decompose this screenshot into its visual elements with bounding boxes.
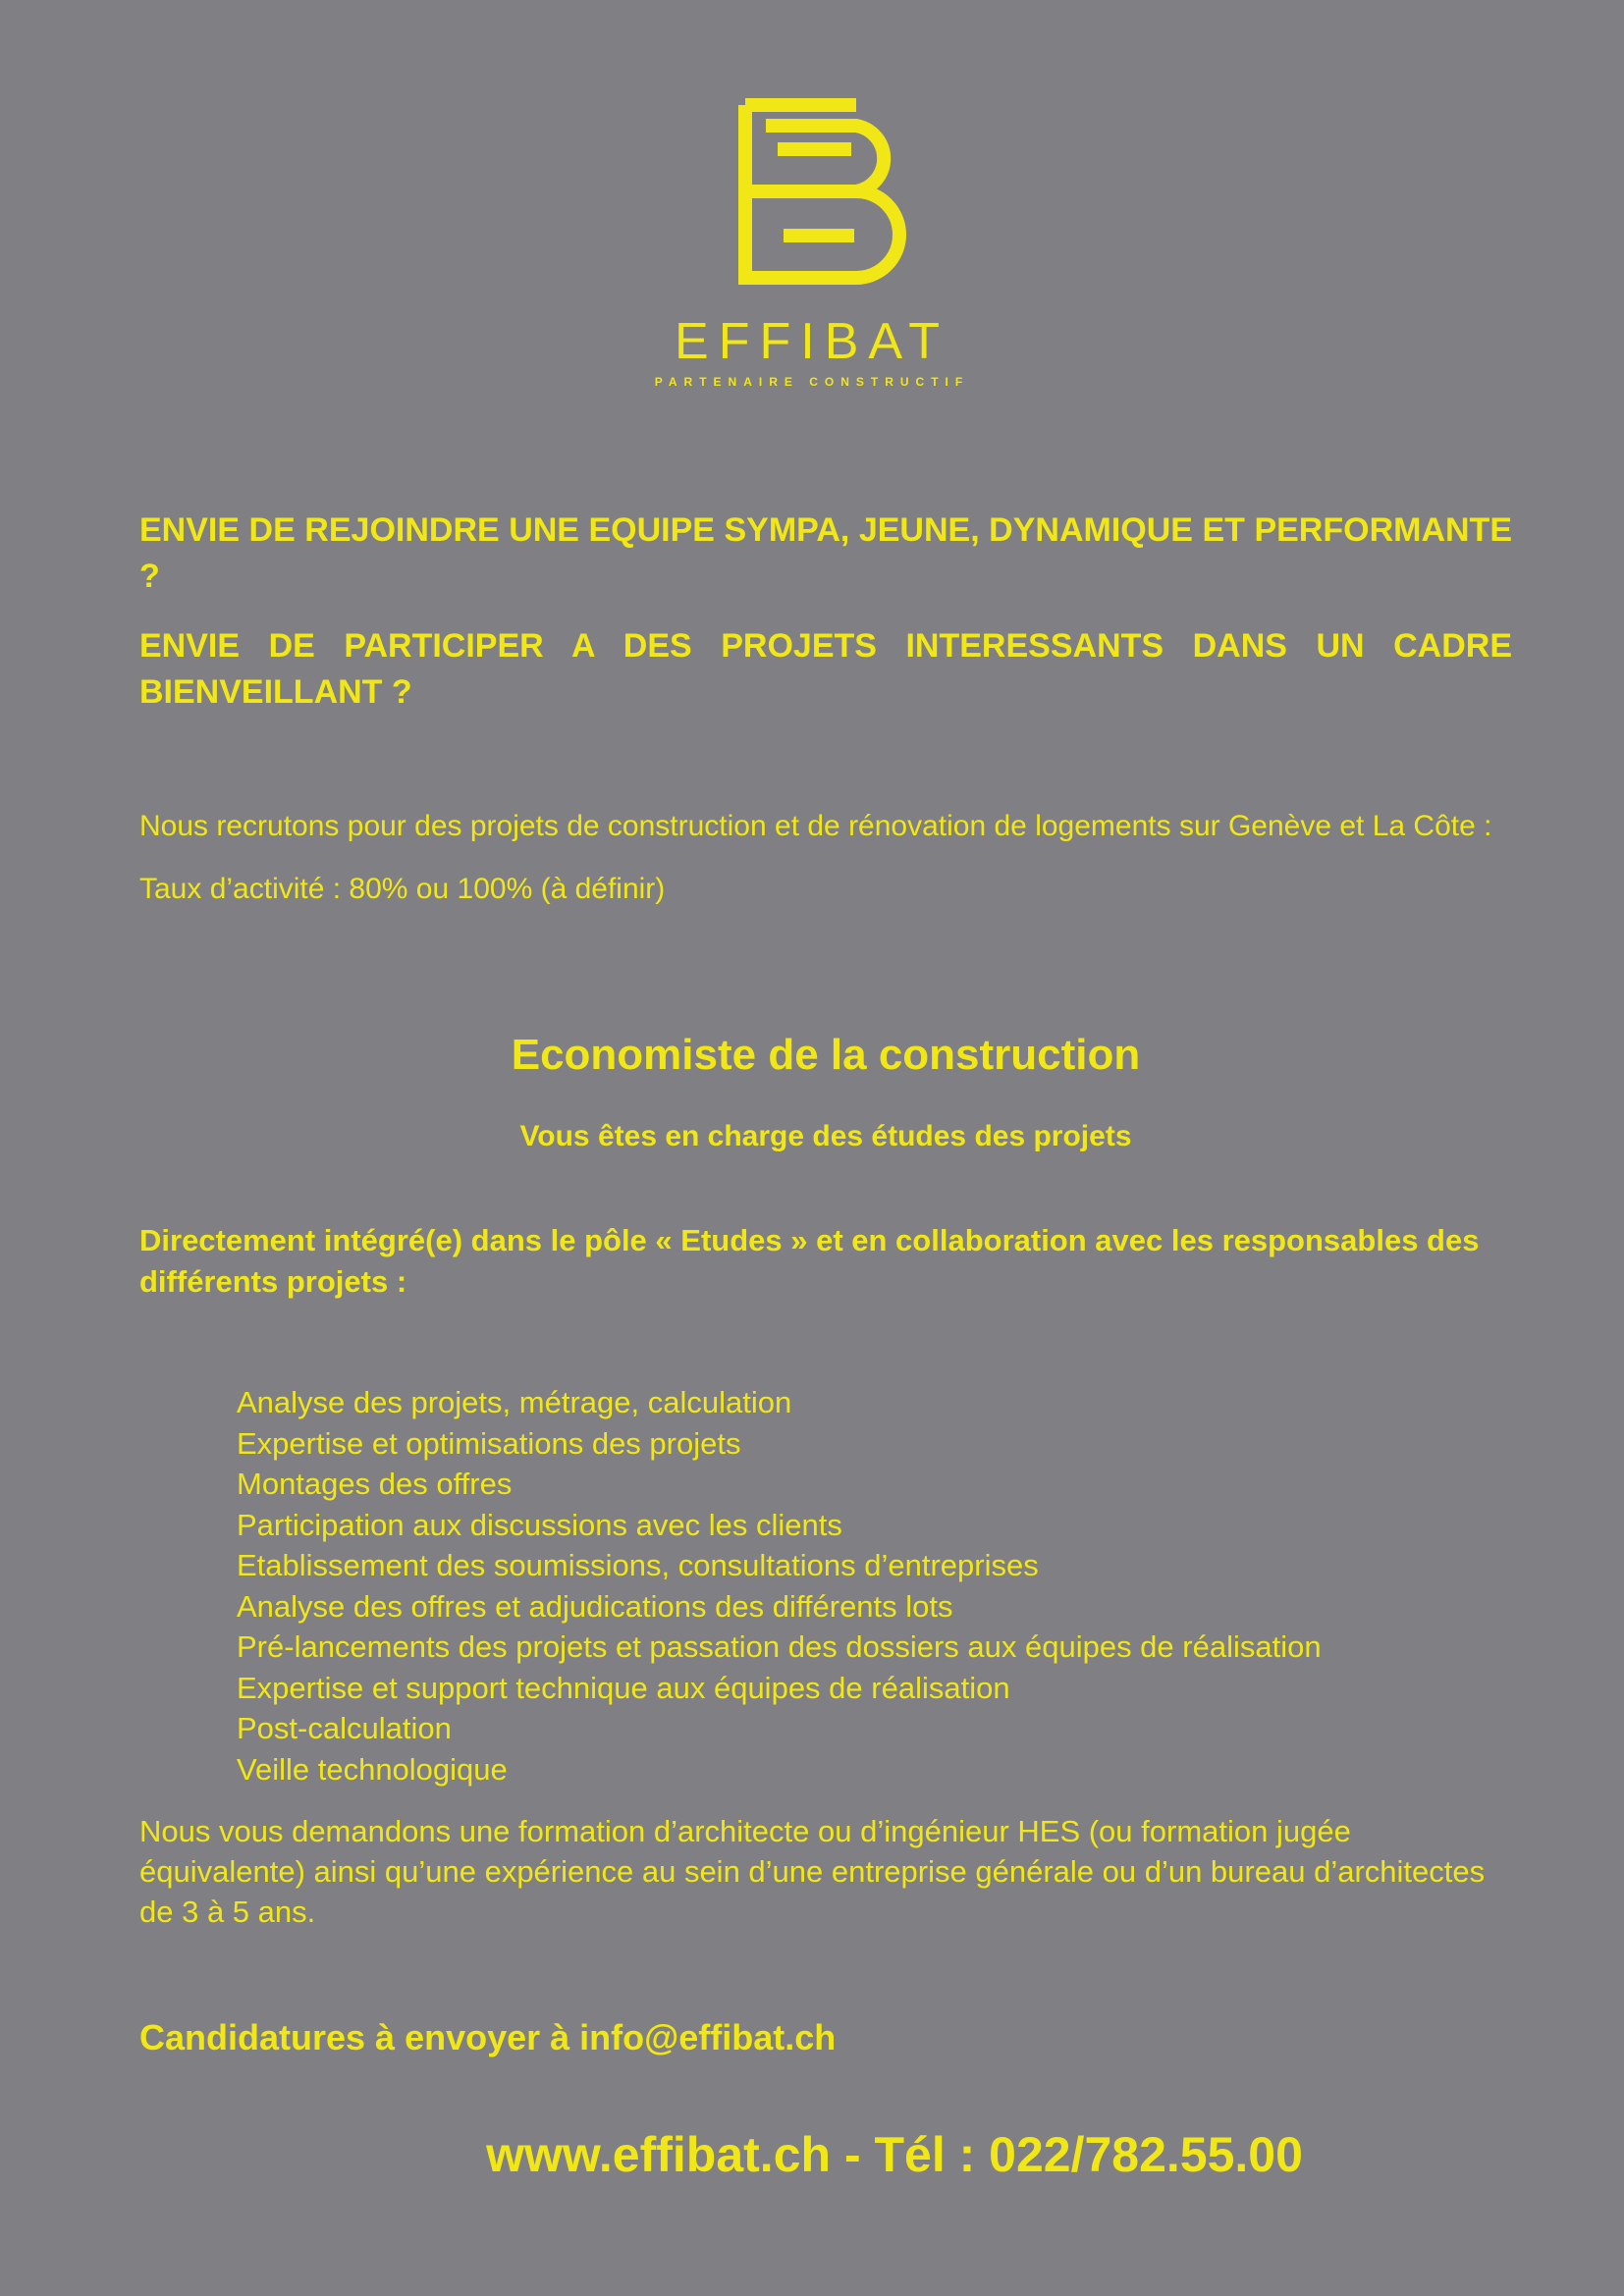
list-item: Expertise et optimisations des projets xyxy=(237,1425,741,1461)
task-list xyxy=(237,1382,1513,1789)
list-item: Veille technologique xyxy=(237,1751,508,1787)
footer-contact-text: www.effibat.ch - Tél : 022/782.55.00 xyxy=(486,2127,1303,2182)
job-context-text: Directement intégré(e) dans le pôle « Etudes » et en collaboration avec les responsables des différents projets : xyxy=(139,1223,1480,1299)
apply-contact-text: Candidatures à envoyer à info@effibat.ch xyxy=(139,2017,837,2057)
recruiting-text: Nous recrutons pour des projets de construction et de rénovation de logements sur Genève et La Côte : xyxy=(139,810,1492,842)
headline-team: ENVIE DE REJOINDRE UNE EQUIPE SYMPA, JEUNE, DYNAMIQUE ET PERFORMANTE ? xyxy=(139,511,1512,595)
job-title: Economiste de la construction xyxy=(511,1031,1141,1079)
job-context-group xyxy=(139,1220,1512,1303)
list-item: Etablissement des soumissions, consultations d’entreprises xyxy=(237,1548,1039,1582)
list-item: Pré-lancements des projets et passation des dossiers aux équipes de réalisation xyxy=(237,1629,1322,1664)
requirements-group xyxy=(139,1811,1512,1932)
activity-rate-text: Taux d’activité : 80% ou 100% (à définir) xyxy=(139,873,666,905)
list-item: Expertise et support technique aux équipes de réalisation xyxy=(237,1670,1010,1705)
brand-tagline: PARTENAIRE CONSTRUCTIF xyxy=(654,375,970,389)
brand-name: EFFIBAT xyxy=(675,313,949,370)
list-item: Post-calculation xyxy=(237,1711,452,1745)
requirements-text: Nous vous demandons une formation d’architecte ou d’ingénieur HES (ou formation jugée équivalente) ainsi qu’une expérience au sein d’une entreprise générale ou d’un bureau d’architectes de 3 à 5 ans. xyxy=(139,1814,1486,1929)
intro-group xyxy=(139,807,1512,909)
list-item: Participation aux discussions avec les clients xyxy=(237,1507,842,1542)
list-item: Analyse des projets, métrage, calculation xyxy=(237,1385,792,1419)
headline-projects: ENVIE DE PARTICIPER A DES PROJETS INTERESSANTS DANS UN CADRE BIENVEILLANT ? xyxy=(139,627,1512,711)
job-subtitle: Vous êtes en charge des études des projets xyxy=(519,1120,1132,1152)
eb-monogram-icon xyxy=(738,98,911,285)
headline-group xyxy=(139,507,1512,716)
list-item: Analyse des offres et adjudications des différents lots xyxy=(237,1588,953,1624)
list-item: Montages des offres xyxy=(237,1467,513,1501)
